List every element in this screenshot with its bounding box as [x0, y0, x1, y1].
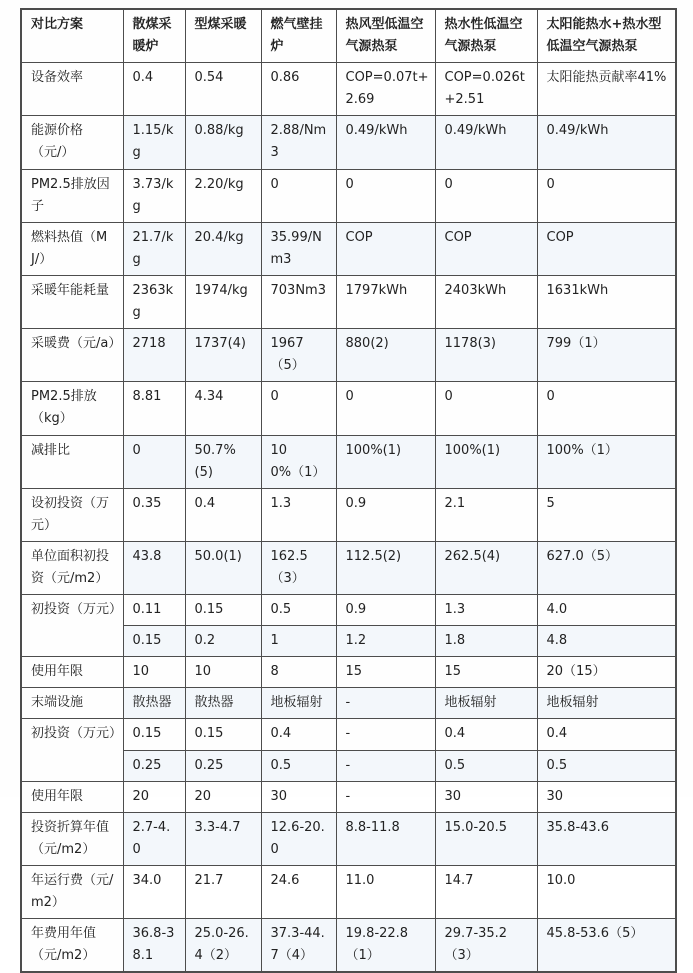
table-cell: 20 — [123, 781, 185, 812]
column-header: 散煤采暖炉 — [123, 9, 185, 63]
table-cell: 100%（1） — [261, 435, 336, 488]
table-cell: 15 — [435, 657, 537, 688]
table-cell: 0.86 — [261, 63, 336, 116]
table-cell: COP — [537, 222, 676, 275]
table-cell: 25.0-26.4（2） — [185, 919, 261, 973]
row-label: 设备效率 — [21, 63, 123, 116]
row-label: 能源价格（元/） — [21, 116, 123, 169]
table-cell: 11.0 — [336, 865, 435, 918]
row-label: 燃料热值（MJ/） — [21, 222, 123, 275]
table-cell: 2403kWh — [435, 275, 537, 328]
table-cell: 地板辐射 — [435, 688, 537, 719]
table-cell: 2363kg — [123, 275, 185, 328]
table-cell: 21.7/kg — [123, 222, 185, 275]
table-cell: 21.7 — [185, 865, 261, 918]
table-cell: 4.0 — [537, 595, 676, 626]
table-cell: - — [336, 750, 435, 781]
table-cell: 散热器 — [123, 688, 185, 719]
row-label: 使用年限 — [21, 781, 123, 812]
column-header: 热水性低温空气源热泵 — [435, 9, 537, 63]
table-row — [21, 688, 676, 719]
table-cell: 162.5（3） — [261, 541, 336, 594]
table-cell: 2718 — [123, 329, 185, 382]
table-cell: 30 — [261, 781, 336, 812]
table-row — [21, 812, 676, 865]
table-cell: 0.25 — [185, 750, 261, 781]
table-cell: 262.5(4) — [435, 541, 537, 594]
table-cell: 0.9 — [336, 488, 435, 541]
table-cell: 1.2 — [336, 626, 435, 657]
table-cell: - — [336, 781, 435, 812]
row-label: 使用年限 — [21, 657, 123, 688]
table-cell: 1974/kg — [185, 275, 261, 328]
table-cell: 8.8-11.8 — [336, 812, 435, 865]
row-label: 投资折算年值（元/m2） — [21, 812, 123, 865]
table-cell: 0.15 — [123, 719, 185, 750]
table-cell: 0.15 — [185, 719, 261, 750]
table-cell: 0.4 — [123, 63, 185, 116]
table-cell: COP=0.07t+2.69 — [336, 63, 435, 116]
table-cell: 太阳能热贡献率41% — [537, 63, 676, 116]
table-cell: COP — [435, 222, 537, 275]
table-row — [21, 435, 676, 488]
table-cell: 1631kWh — [537, 275, 676, 328]
table-cell: 29.7-35.2（3） — [435, 919, 537, 973]
table-cell: 0.35 — [123, 488, 185, 541]
table-row — [21, 222, 676, 275]
column-header: 太阳能热水+热水型低温空气源热泵 — [537, 9, 676, 63]
table-cell: 3.73/kg — [123, 169, 185, 222]
table-cell: 0 — [123, 435, 185, 488]
table-cell: 34.0 — [123, 865, 185, 918]
table-cell: 0.5 — [435, 750, 537, 781]
table-row — [21, 116, 676, 169]
header-row — [21, 9, 676, 63]
table-cell: COP — [336, 222, 435, 275]
column-header: 燃气壁挂炉 — [261, 9, 336, 63]
table-cell: 0 — [261, 382, 336, 435]
table-cell: 0 — [336, 169, 435, 222]
table-cell: 散热器 — [185, 688, 261, 719]
table-cell: 1737(4) — [185, 329, 261, 382]
table-row — [21, 719, 676, 750]
table-cell: 0.15 — [185, 595, 261, 626]
table-row — [21, 329, 676, 382]
table-cell: 30 — [435, 781, 537, 812]
table-cell: 0 — [537, 169, 676, 222]
table-cell: 50.0(1) — [185, 541, 261, 594]
table-cell: 0.49/kWh — [336, 116, 435, 169]
table-row — [21, 865, 676, 918]
table-cell: 24.6 — [261, 865, 336, 918]
table-cell: 0.88/kg — [185, 116, 261, 169]
table-cell: 地板辐射 — [261, 688, 336, 719]
row-label: 年运行费（元/m2） — [21, 865, 123, 918]
table-cell: 112.5(2) — [336, 541, 435, 594]
row-label: 初投资（万元） — [21, 719, 123, 781]
table-cell: 1.15/kg — [123, 116, 185, 169]
row-label: 初投资（万元） — [21, 595, 123, 657]
table-cell: 43.8 — [123, 541, 185, 594]
table-cell: 0.5 — [537, 750, 676, 781]
table-row — [21, 541, 676, 594]
table-cell: COP=0.026t+2.51 — [435, 63, 537, 116]
table-cell: 0 — [336, 382, 435, 435]
table-cell: 0 — [435, 169, 537, 222]
table-row — [21, 488, 676, 541]
table-cell: 8.81 — [123, 382, 185, 435]
table-cell: 0.9 — [336, 595, 435, 626]
table-cell: 30 — [537, 781, 676, 812]
table-cell: 0 — [261, 169, 336, 222]
table-cell: 0.4 — [537, 719, 676, 750]
table-cell: 0.11 — [123, 595, 185, 626]
row-label: 减排比 — [21, 435, 123, 488]
table-cell: 50.7% (5) — [185, 435, 261, 488]
table-cell: 2.88/Nm3 — [261, 116, 336, 169]
table-cell: 0.49/kWh — [435, 116, 537, 169]
table-cell: 20.4/kg — [185, 222, 261, 275]
table-cell: 36.8-38.1 — [123, 919, 185, 973]
table-cell: 5 — [537, 488, 676, 541]
row-label: 单位面积初投资（元/m2） — [21, 541, 123, 594]
table-cell: 0.4 — [185, 488, 261, 541]
table-cell: 37.3-44.7（4） — [261, 919, 336, 973]
row-label: PM2.5排放因子 — [21, 169, 123, 222]
table-row — [21, 275, 676, 328]
table-cell: 0.49/kWh — [537, 116, 676, 169]
column-header: 热风型低温空气源热泵 — [336, 9, 435, 63]
table-cell: 19.8-22.8（1） — [336, 919, 435, 973]
table-cell: 1.3 — [261, 488, 336, 541]
table-cell: 0.15 — [123, 626, 185, 657]
table-cell: 3.3-4.7 — [185, 812, 261, 865]
table-cell: - — [336, 719, 435, 750]
table-cell: 0 — [435, 382, 537, 435]
table-row — [21, 657, 676, 688]
table-cell: 0.4 — [435, 719, 537, 750]
table-row — [21, 382, 676, 435]
table-cell: 35.99/Nm3 — [261, 222, 336, 275]
table-cell: 15 — [336, 657, 435, 688]
table-cell: 799（1） — [537, 329, 676, 382]
table-cell: 10.0 — [537, 865, 676, 918]
table-cell: 0.5 — [261, 595, 336, 626]
table-row — [21, 595, 676, 626]
table-cell: 1797kWh — [336, 275, 435, 328]
table-cell: 0.54 — [185, 63, 261, 116]
table-cell: 2.1 — [435, 488, 537, 541]
table-cell: 100%(1) — [435, 435, 537, 488]
table-cell: 1967（5） — [261, 329, 336, 382]
table-cell: 10 — [123, 657, 185, 688]
table-cell: 100%(1) — [336, 435, 435, 488]
table-cell: 880(2) — [336, 329, 435, 382]
table-cell: 1178(3) — [435, 329, 537, 382]
table-cell: 4.34 — [185, 382, 261, 435]
table-cell: 0.4 — [261, 719, 336, 750]
column-header: 对比方案 — [21, 9, 123, 63]
row-label: 采暖年能耗量 — [21, 275, 123, 328]
table-row — [21, 63, 676, 116]
table-cell: 2.20/kg — [185, 169, 261, 222]
table-cell: 45.8-53.6（5） — [537, 919, 676, 973]
row-label: 末端设施 — [21, 688, 123, 719]
table-cell: 1.3 — [435, 595, 537, 626]
table-cell: 15.0-20.5 — [435, 812, 537, 865]
row-label: PM2.5排放（kg） — [21, 382, 123, 435]
table-cell: 8 — [261, 657, 336, 688]
column-header: 型煤采暖 — [185, 9, 261, 63]
table-cell: 12.6-20.0 — [261, 812, 336, 865]
table-cell: 14.7 — [435, 865, 537, 918]
table-cell: 0.2 — [185, 626, 261, 657]
table-row — [21, 919, 676, 973]
row-label: 年费用年值（元/m2） — [21, 919, 123, 973]
table-cell: 100%（1） — [537, 435, 676, 488]
table-row — [21, 169, 676, 222]
comparison-table — [20, 8, 677, 973]
table-cell: 703Nm3 — [261, 275, 336, 328]
table-cell: 20 — [185, 781, 261, 812]
table-cell: 4.8 — [537, 626, 676, 657]
table-cell: 1 — [261, 626, 336, 657]
table-cell: 0.25 — [123, 750, 185, 781]
row-label: 设初投资（万元） — [21, 488, 123, 541]
table-cell: 1.8 — [435, 626, 537, 657]
table-cell: 627.0（5） — [537, 541, 676, 594]
table-cell: 35.8-43.6 — [537, 812, 676, 865]
table-cell: 地板辐射 — [537, 688, 676, 719]
table-cell: 2.7-4.0 — [123, 812, 185, 865]
table-cell: 0 — [537, 382, 676, 435]
row-label: 采暖费（元/a） — [21, 329, 123, 382]
table-cell: - — [336, 688, 435, 719]
table-cell: 20（15） — [537, 657, 676, 688]
table-cell: 10 — [185, 657, 261, 688]
table-cell: 0.5 — [261, 750, 336, 781]
